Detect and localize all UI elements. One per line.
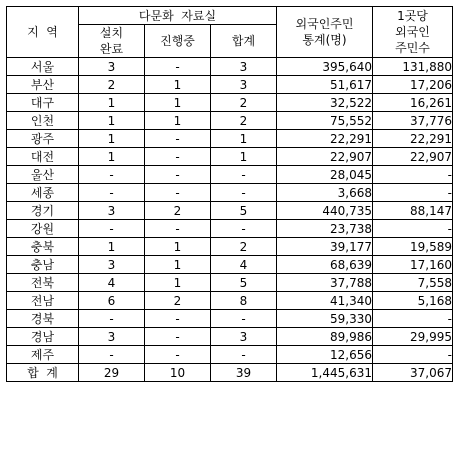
installed-cell: 1 xyxy=(79,238,145,256)
total-cell: 3 xyxy=(211,58,277,76)
per-site-cell: 5,168 xyxy=(373,292,453,310)
installed-cell: - xyxy=(79,166,145,184)
table-row xyxy=(7,274,453,292)
region-cell: 충북 xyxy=(7,238,79,256)
in-progress-cell: 1 xyxy=(145,94,211,112)
region-cell: 강원 xyxy=(7,220,79,238)
installed-cell: 1 xyxy=(79,112,145,130)
region-cell: 광주 xyxy=(7,130,79,148)
table-row xyxy=(7,184,453,202)
total-cell: - xyxy=(211,220,277,238)
total-cell: 2 xyxy=(211,94,277,112)
in-progress-cell: - xyxy=(145,328,211,346)
in-progress-cell: - xyxy=(145,220,211,238)
foreigners-cell: 23,738 xyxy=(277,220,373,238)
foreigners-cell: 68,639 xyxy=(277,256,373,274)
total-cell: - xyxy=(211,310,277,328)
table-row xyxy=(7,202,453,220)
region-cell: 경남 xyxy=(7,328,79,346)
in-progress-cell: - xyxy=(145,130,211,148)
in-progress-cell: - xyxy=(145,184,211,202)
header-per-site-line1: 1곳당 xyxy=(397,9,428,23)
per-site-cell: - xyxy=(373,346,453,364)
totals-per-site-cell: 37,067 xyxy=(373,364,453,382)
table-row xyxy=(7,166,453,184)
per-site-cell: 7,558 xyxy=(373,274,453,292)
in-progress-cell: - xyxy=(145,310,211,328)
table-row xyxy=(7,94,453,112)
table-row xyxy=(7,310,453,328)
installed-cell: 4 xyxy=(79,274,145,292)
installed-cell: 2 xyxy=(79,76,145,94)
header-multicultural-library: 다문화 자료실 xyxy=(79,7,277,25)
foreigners-cell: 440,735 xyxy=(277,202,373,220)
table-row xyxy=(7,256,453,274)
per-site-cell: 29,995 xyxy=(373,328,453,346)
per-site-cell: 17,206 xyxy=(373,76,453,94)
totals-label-cell: 합 계 xyxy=(7,364,79,382)
total-cell: 4 xyxy=(211,256,277,274)
in-progress-cell: - xyxy=(145,148,211,166)
totals-row xyxy=(7,364,453,382)
region-cell: 경북 xyxy=(7,310,79,328)
per-site-cell: 22,907 xyxy=(373,148,453,166)
region-cell: 충남 xyxy=(7,256,79,274)
per-site-cell: 88,147 xyxy=(373,202,453,220)
foreigners-cell: 12,656 xyxy=(277,346,373,364)
total-cell: 1 xyxy=(211,148,277,166)
in-progress-cell: 2 xyxy=(145,292,211,310)
in-progress-cell: 1 xyxy=(145,256,211,274)
foreigners-cell: 39,177 xyxy=(277,238,373,256)
table-row xyxy=(7,346,453,364)
per-site-cell: 37,776 xyxy=(373,112,453,130)
totals-total-cell: 39 xyxy=(211,364,277,382)
installed-cell: - xyxy=(79,184,145,202)
table-row xyxy=(7,328,453,346)
table-row xyxy=(7,58,453,76)
total-cell: 8 xyxy=(211,292,277,310)
region-cell: 전북 xyxy=(7,274,79,292)
table-body xyxy=(7,58,453,382)
table-row xyxy=(7,130,453,148)
header-foreigner-stats-line2: 통계(명) xyxy=(302,33,347,47)
foreigners-cell: 89,986 xyxy=(277,328,373,346)
header-foreigner-stats-line1: 외국인주민 xyxy=(295,17,354,31)
totals-installed-cell: 29 xyxy=(79,364,145,382)
per-site-cell: - xyxy=(373,310,453,328)
installed-cell: 3 xyxy=(79,58,145,76)
region-cell: 경기 xyxy=(7,202,79,220)
header-foreigner-stats xyxy=(277,7,373,58)
in-progress-cell: - xyxy=(145,166,211,184)
table-row xyxy=(7,112,453,130)
installed-cell: 3 xyxy=(79,202,145,220)
foreigners-cell: 41,340 xyxy=(277,292,373,310)
header-total: 합계 xyxy=(211,25,277,58)
total-cell: - xyxy=(211,346,277,364)
foreigners-cell: 395,640 xyxy=(277,58,373,76)
installed-cell: - xyxy=(79,346,145,364)
installed-cell: 6 xyxy=(79,292,145,310)
table-row xyxy=(7,292,453,310)
total-cell: 1 xyxy=(211,130,277,148)
region-cell: 세종 xyxy=(7,184,79,202)
header-per-site-line3: 주민수 xyxy=(395,41,430,55)
total-cell: - xyxy=(211,166,277,184)
header-region: 지 역 xyxy=(7,7,79,58)
per-site-cell: 16,261 xyxy=(373,94,453,112)
multicultural-library-table xyxy=(6,6,453,382)
in-progress-cell: 1 xyxy=(145,274,211,292)
installed-cell: 1 xyxy=(79,148,145,166)
region-cell: 부산 xyxy=(7,76,79,94)
region-cell: 제주 xyxy=(7,346,79,364)
total-cell: 5 xyxy=(211,202,277,220)
region-cell: 전남 xyxy=(7,292,79,310)
total-cell: - xyxy=(211,184,277,202)
in-progress-cell: 1 xyxy=(145,112,211,130)
region-cell: 대전 xyxy=(7,148,79,166)
foreigners-cell: 28,045 xyxy=(277,166,373,184)
region-cell: 대구 xyxy=(7,94,79,112)
installed-cell: 3 xyxy=(79,256,145,274)
table-row xyxy=(7,148,453,166)
region-cell: 울산 xyxy=(7,166,79,184)
installed-cell: 3 xyxy=(79,328,145,346)
total-cell: 3 xyxy=(211,328,277,346)
table-header xyxy=(7,7,453,58)
table-row xyxy=(7,220,453,238)
region-cell: 서울 xyxy=(7,58,79,76)
foreigners-cell: 37,788 xyxy=(277,274,373,292)
foreigners-cell: 3,668 xyxy=(277,184,373,202)
foreigners-cell: 22,291 xyxy=(277,130,373,148)
installed-cell: 1 xyxy=(79,94,145,112)
in-progress-cell: 2 xyxy=(145,202,211,220)
total-cell: 5 xyxy=(211,274,277,292)
foreigners-cell: 32,522 xyxy=(277,94,373,112)
total-cell: 3 xyxy=(211,76,277,94)
header-installed-line1: 설치 xyxy=(99,26,124,40)
in-progress-cell: 1 xyxy=(145,76,211,94)
header-in-progress: 진행중 xyxy=(145,25,211,58)
total-cell: 2 xyxy=(211,112,277,130)
per-site-cell: 17,160 xyxy=(373,256,453,274)
totals-foreigners-cell: 1,445,631 xyxy=(277,364,373,382)
foreigners-cell: 59,330 xyxy=(277,310,373,328)
header-per-site-line2: 외국인 xyxy=(395,25,430,39)
per-site-cell: - xyxy=(373,184,453,202)
installed-cell: - xyxy=(79,220,145,238)
per-site-cell: 22,291 xyxy=(373,130,453,148)
table-row xyxy=(7,238,453,256)
per-site-cell: - xyxy=(373,166,453,184)
foreigners-cell: 22,907 xyxy=(277,148,373,166)
in-progress-cell: 1 xyxy=(145,238,211,256)
per-site-cell: 19,589 xyxy=(373,238,453,256)
per-site-cell: 131,880 xyxy=(373,58,453,76)
header-installed-line2: 완료 xyxy=(99,42,124,56)
region-cell: 인천 xyxy=(7,112,79,130)
installed-cell: - xyxy=(79,310,145,328)
foreigners-cell: 51,617 xyxy=(277,76,373,94)
foreigners-cell: 75,552 xyxy=(277,112,373,130)
in-progress-cell: - xyxy=(145,58,211,76)
header-installed xyxy=(79,25,145,58)
header-per-site xyxy=(373,7,453,58)
in-progress-cell: - xyxy=(145,346,211,364)
per-site-cell: - xyxy=(373,220,453,238)
installed-cell: 1 xyxy=(79,130,145,148)
totals-in-progress-cell: 10 xyxy=(145,364,211,382)
total-cell: 2 xyxy=(211,238,277,256)
table-row xyxy=(7,76,453,94)
